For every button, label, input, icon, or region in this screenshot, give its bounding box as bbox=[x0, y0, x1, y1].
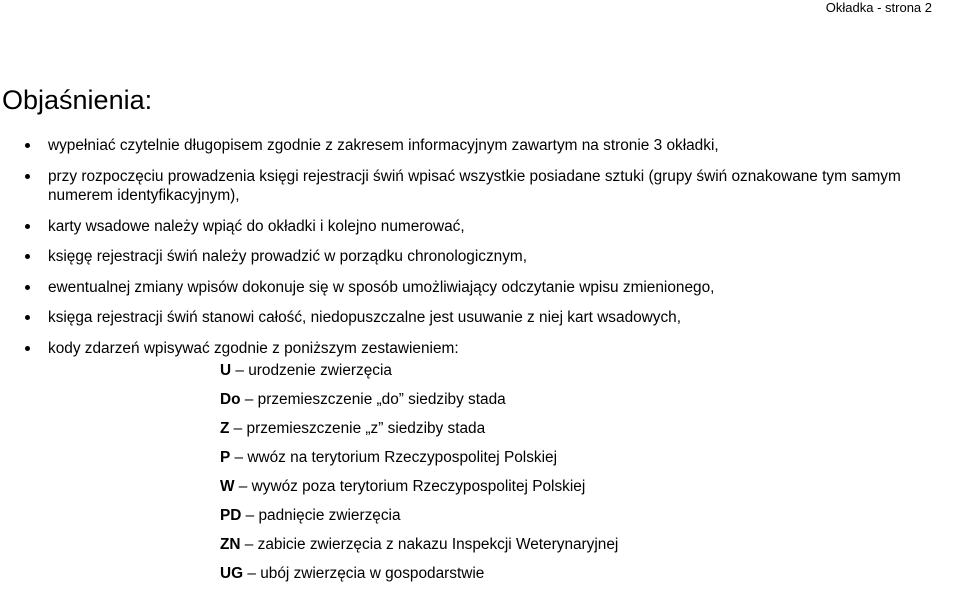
instructions-list bbox=[0, 136, 960, 369]
bullet-icon bbox=[25, 285, 30, 290]
bullet-icon bbox=[25, 315, 30, 320]
event-code-description: – wywóz poza terytorium Rzeczypospolitej Polskiej bbox=[234, 478, 586, 495]
event-code-row bbox=[220, 448, 618, 477]
page-title: Objaśnienia: bbox=[2, 85, 153, 115]
event-code-description: – przemieszczenie „do” siedziby stada bbox=[240, 391, 506, 408]
event-code-description: – urodzenie zwierzęcia bbox=[231, 362, 392, 379]
event-code-row bbox=[220, 535, 618, 564]
bullet-icon bbox=[25, 174, 30, 179]
list-item bbox=[0, 308, 960, 327]
event-code: Z bbox=[220, 420, 230, 437]
list-item bbox=[0, 217, 960, 236]
bullet-icon bbox=[25, 346, 30, 351]
event-code-row bbox=[220, 564, 618, 593]
event-code-description: – padnięcie zwierzęcia bbox=[241, 507, 401, 524]
event-code: PD bbox=[220, 507, 242, 524]
event-code-description: – ubój zwierzęcia w gospodarstwie bbox=[243, 565, 485, 582]
event-code-row bbox=[220, 419, 618, 448]
list-item-text: księgę rejestracji świń należy prowadzić w porządku chronologicznym, bbox=[48, 248, 528, 265]
event-code: P bbox=[220, 449, 231, 466]
list-item-text: wypełniać czytelnie długopisem zgodnie z zakresem informacyjnym zawartym na stronie 3 okładki, bbox=[48, 137, 719, 154]
list-item bbox=[0, 167, 960, 205]
event-code: U bbox=[220, 362, 232, 379]
list-item-text: przy rozpoczęciu prowadzenia księgi rejestracji świń wpisać wszystkie posiadane sztuki (grupy świń oznakowane tym samym numerem identyfikacyjnym), bbox=[48, 167, 901, 204]
event-code-row bbox=[220, 506, 618, 535]
event-code-row bbox=[220, 361, 618, 390]
list-item bbox=[0, 339, 960, 358]
list-item-text: ewentualnej zmiany wpisów dokonuje się w sposób umożliwiający odczytanie wpisu zmienionego, bbox=[48, 278, 715, 296]
page-header: Okładka - strona 2 bbox=[825, 0, 932, 15]
list-item bbox=[0, 136, 960, 155]
bullet-icon bbox=[25, 254, 30, 259]
event-code-description: – zabicie zwierzęcia z nakazu Inspekcji Weterynaryjnej bbox=[240, 536, 619, 553]
list-item bbox=[0, 278, 960, 297]
list-item bbox=[0, 247, 960, 266]
event-codes-list bbox=[220, 361, 618, 593]
event-code: UG bbox=[220, 565, 244, 582]
event-code: Do bbox=[220, 391, 241, 408]
event-code-description: – wwóz na terytorium Rzeczypospolitej Polskiej bbox=[230, 449, 558, 466]
event-code-row bbox=[220, 390, 618, 419]
event-code-row bbox=[220, 477, 618, 506]
event-code: ZN bbox=[220, 536, 241, 553]
event-code-description: – przemieszczenie „z” siedziby stada bbox=[229, 420, 486, 437]
list-item-text: kody zdarzeń wpisywać zgodnie z poniższym zestawieniem: bbox=[48, 339, 459, 357]
list-item-text: księga rejestracji świń stanowi całość, niedopuszczalne jest usuwanie z niej kart wsadowych, bbox=[48, 309, 682, 326]
list-item-text: karty wsadowe należy wpiąć do okładki i kolejno numerować, bbox=[48, 217, 465, 235]
event-code: W bbox=[220, 478, 235, 495]
bullet-icon bbox=[25, 224, 30, 229]
bullet-icon bbox=[25, 143, 30, 148]
